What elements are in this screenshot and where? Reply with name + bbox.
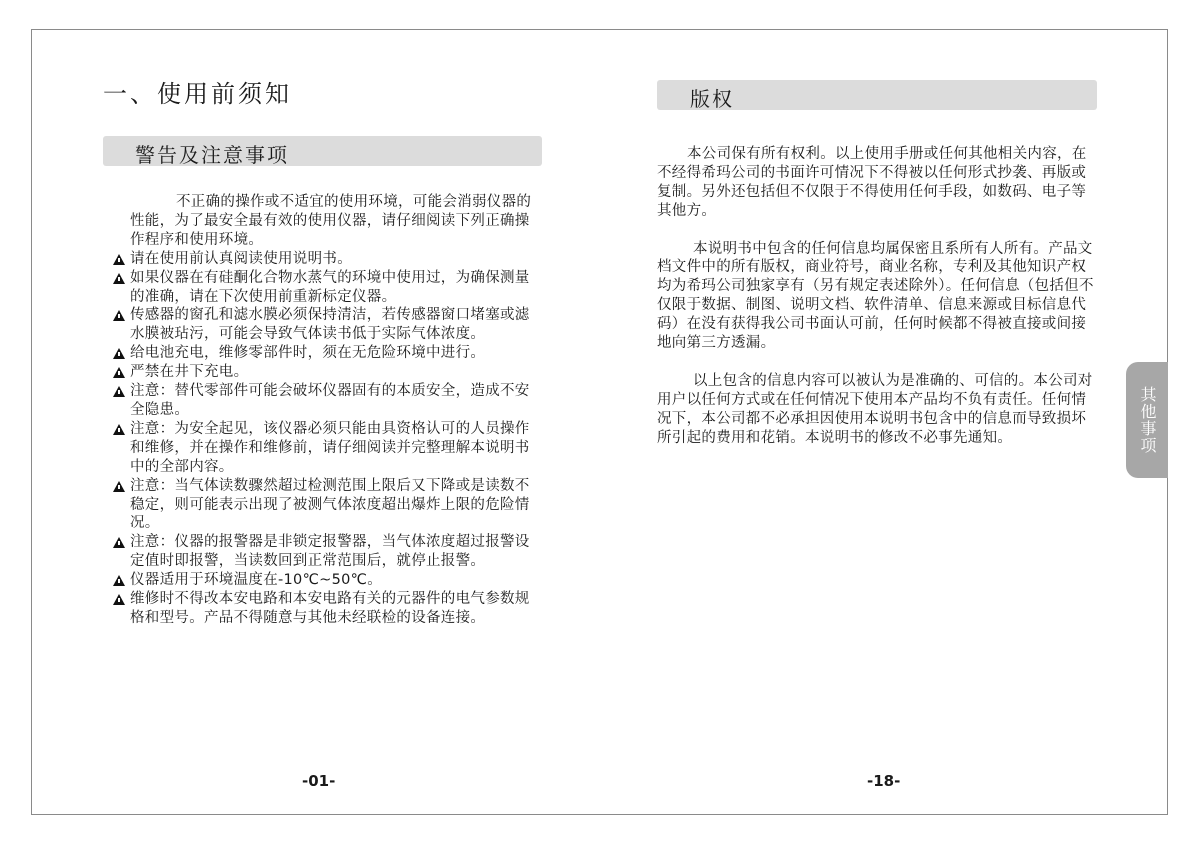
warning-text: 注意：仪器的报警器是非锁定报警器，当气体浓度超过报警设定值时即报警，当读数回到正常范围后，就停止报警。 <box>130 534 530 570</box>
disclaimer-paragraph: 以上包含的信息内容可以被认为是准确的、可信的。本公司对用户以任何方式或在任何情况下使用本产品均不负有责任。任何情况下，本公司都不必承担因使用本说明书包含中的信息而导致损坏所引起的费用和花销。本说明书的修改不必事先通知。 <box>657 372 1093 446</box>
warning-item <box>110 590 542 628</box>
warning-text: 给电池充电，维修零部件时，须在无危险环境中进行。 <box>130 345 486 362</box>
section-title-warnings: 警告及注意事项 <box>135 143 289 167</box>
warning-item <box>110 306 542 344</box>
warning-text: 严禁在井下充电。 <box>130 364 249 381</box>
warning-triangle-icon <box>113 367 125 378</box>
warning-triangle-icon <box>113 348 125 359</box>
warning-item <box>110 477 542 534</box>
side-tab-label: 其他事项 <box>1138 386 1157 454</box>
warning-item <box>110 363 542 382</box>
warning-item <box>110 250 542 269</box>
section-title-copyright: 版权 <box>690 87 734 111</box>
warnings-body <box>110 193 542 628</box>
warning-text: 传感器的窗孔和滤水膜必须保持清洁，若传感器窗口堵塞或滤水膜被玷污，可能会导致气体读书低于实际气体浓度。 <box>130 307 530 343</box>
copyright-paragraph: 本公司保有所有权利。以上使用手册或任何其他相关内容，在不经得希玛公司的书面许可情况下不得被以任何形式抄袭、再版或复制。另外还包括但不仅限于不得使用任何手段，如数码、电子等其他方。 <box>657 146 1087 219</box>
warning-triangle-icon <box>113 386 125 397</box>
page-number-right: -18- <box>867 772 901 790</box>
warning-triangle-icon <box>113 273 125 284</box>
page-number-left: -01- <box>302 772 336 790</box>
warning-text: 维修时不得改本安电路和本安电路有关的元器件的电气参数规格和型号。产品不得随意与其他未经联检的设备连接。 <box>130 591 530 626</box>
confidentiality-paragraph: 本说明书中包含的任何信息均属保密且系所有人所有。产品文档文件中的所有版权，商业符号，商业名称，专利及其他知识产权均为希玛公司独家享有（另有规定表述除外）。任何信息（包括但不仅限于数据、制图、说明文档、软件清单、信息来源或目标信息代码）在没有获得我公司书面认可前，任何时候都不得被直接或间接地向第三方透漏。 <box>657 240 1094 352</box>
intro-paragraph: 不正确的操作或不适宜的使用环境，可能会消弱仪器的性能，为了最安全最有效的使用仪器，请仔细阅读下列正确操作程序和使用环境。 <box>130 194 532 248</box>
warning-text: 注意：为安全起见，该仪器必须只能由具资格认可的人员操作和维修，并在操作和维修前，请仔细阅读并完整理解本说明书中的全部内容。 <box>130 420 530 475</box>
warning-item <box>110 420 542 477</box>
warning-triangle-icon <box>113 481 125 492</box>
warning-triangle-icon <box>113 424 125 435</box>
chapter-title: 一、使用前须知 <box>103 80 292 108</box>
warning-text: 请在使用前认真阅读使用说明书。 <box>130 250 352 267</box>
section-header-copyright <box>657 80 1097 110</box>
side-tab-other-items[interactable] <box>1126 362 1168 478</box>
warning-triangle-icon <box>113 310 125 321</box>
warning-triangle-icon <box>113 537 125 548</box>
warning-item <box>110 344 542 363</box>
warning-item <box>110 382 542 420</box>
warning-item <box>110 533 542 571</box>
warning-triangle-icon <box>113 575 125 586</box>
copyright-body <box>657 145 1097 466</box>
warning-item <box>110 269 542 307</box>
warning-triangle-icon <box>113 254 125 265</box>
section-header-warnings <box>103 136 542 166</box>
warning-text: 如果仪器在有硅酮化合物水蒸气的环境中使用过，为确保测量的准确，请在下次使用前重新标定仪器。 <box>130 269 530 305</box>
warning-item <box>110 571 542 590</box>
warning-text: 注意：替代零部件可能会破坏仪器固有的本质安全，造成不安全隐患。 <box>130 383 530 418</box>
warning-text: 注意：当气体读数骤然超过检测范围上限后又下降或是读数不稳定，则可能表示出现了被测气体浓度超出爆炸上限的危险情况。 <box>130 477 530 532</box>
warning-list <box>110 250 542 628</box>
warning-text: 仪器适用于环境温度在-10℃~50℃。 <box>130 572 383 589</box>
warning-triangle-icon <box>113 594 125 605</box>
